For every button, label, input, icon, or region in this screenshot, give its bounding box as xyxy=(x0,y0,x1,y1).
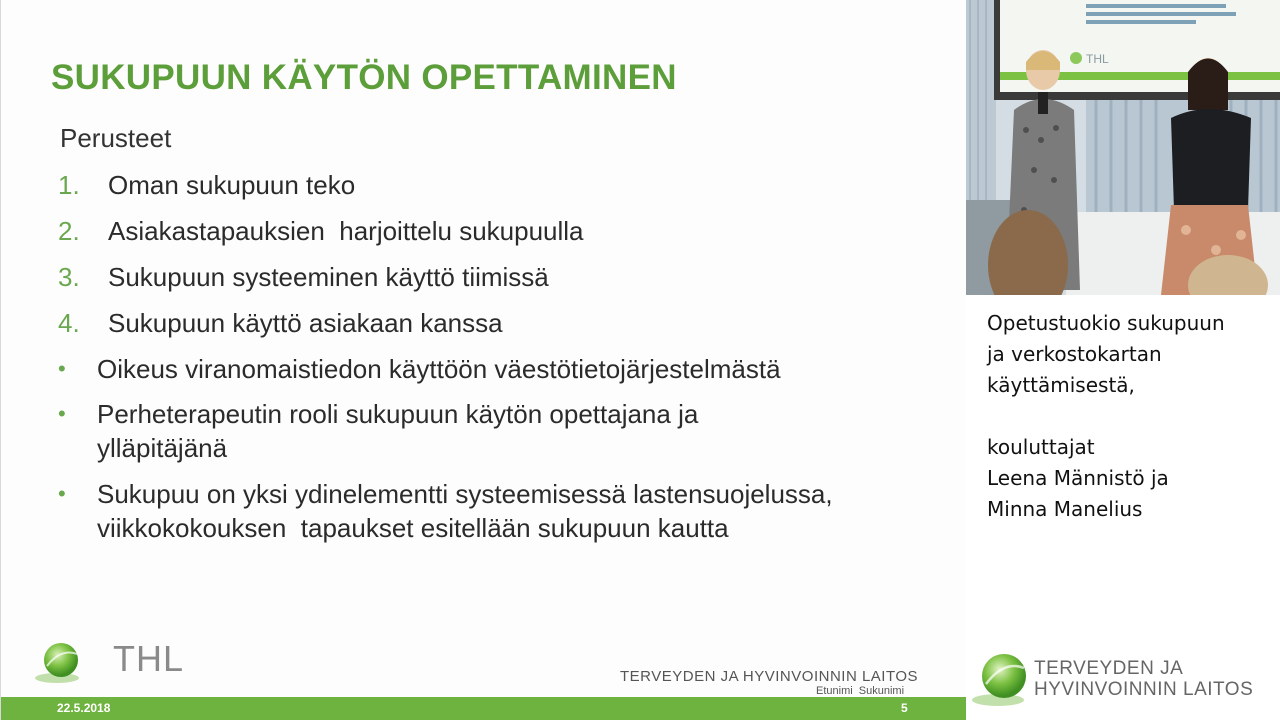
caption-line: ja verkostokartan xyxy=(987,342,1162,366)
bullet-text: Sukupuu on yksi ydinelementti systeemisessä lastensuojelussa, viikkokokouksen tapaukset esitellään sukupuun kautta xyxy=(97,479,840,543)
caption-line: kouluttajat xyxy=(987,435,1095,459)
thl-logo xyxy=(33,638,185,684)
caption-line xyxy=(987,401,1267,432)
thl-logo-text: THL xyxy=(113,638,185,679)
item-number: 2. xyxy=(58,216,80,246)
bullet-text: Perheterapeutin rooli sukupuun käytön opettajana ja ylläpitäjänä xyxy=(97,399,699,463)
org-logo-icon xyxy=(970,648,1034,712)
slide-title: SUKUPUUN KÄYTÖN OPETTAMINEN xyxy=(51,58,677,97)
caption-line: Opetustuokio sukupuun xyxy=(987,311,1225,335)
item-text: Sukupuun systeeminen käyttö tiimissä xyxy=(108,262,549,292)
footer-author-name: Etunimi Sukunimi xyxy=(816,685,905,697)
org-logo-text xyxy=(1034,658,1253,700)
bullet-marker: • xyxy=(58,356,66,381)
caption-line: Leena Männistö ja xyxy=(987,466,1169,490)
item-text: Asiakastapauksien harjoittelu sukupuulla xyxy=(108,216,584,246)
video-caption xyxy=(987,308,1267,525)
footer-bar xyxy=(1,697,966,720)
speaker-video xyxy=(966,0,1280,295)
caption-line: Minna Manelius xyxy=(987,497,1143,521)
page-number: 5 xyxy=(901,701,908,715)
slide-subtitle: Perusteet xyxy=(60,123,172,153)
caption-line: käyttämisestä, xyxy=(987,373,1135,397)
bullet-text: Oikeus viranomaistiedon käyttöön väestötietojärjestelmästä xyxy=(97,354,781,384)
organization-logo xyxy=(966,640,1280,720)
thl-logo-icon xyxy=(33,640,89,684)
footer-date: 22.5.2018 xyxy=(57,701,111,715)
item-number: 1. xyxy=(58,170,80,200)
item-number: 4. xyxy=(58,308,80,338)
video-scene xyxy=(966,0,1280,295)
org-logo-line: TERVEYDEN JA xyxy=(1034,658,1184,679)
item-text: Sukupuun käyttö asiakaan kanssa xyxy=(108,308,503,338)
screen-logo-text: THL xyxy=(1086,52,1109,66)
footer-organization: TERVEYDEN JA HYVINVOINNIN LAITOS xyxy=(620,668,919,685)
item-number: 3. xyxy=(58,262,80,292)
bullet-marker: • xyxy=(58,481,66,506)
org-logo-line: HYVINVOINNIN LAITOS xyxy=(1034,679,1254,700)
item-text: Oman sukupuun teko xyxy=(108,170,356,200)
bullet-marker: • xyxy=(58,401,66,426)
